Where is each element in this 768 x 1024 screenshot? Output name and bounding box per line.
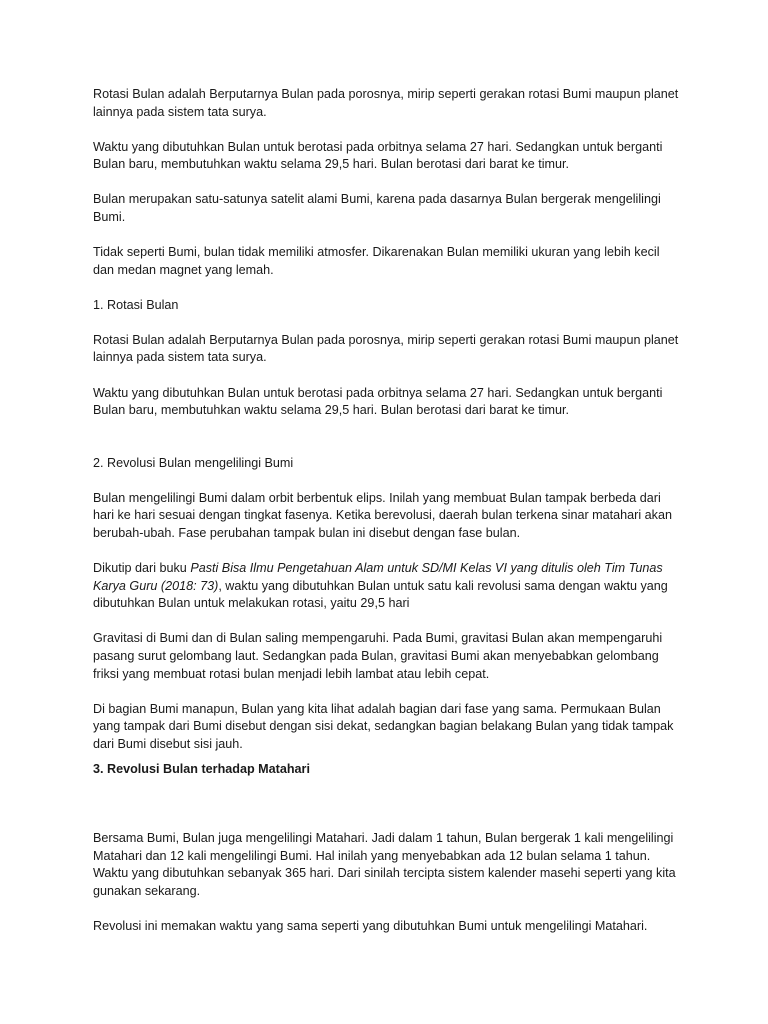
citation-suffix: , waktu yang dibutuhkan Bulan untuk satu kali revolusi sama dengan waktu yang dibutuhkan Bulan untuk melakukan rotasi, yaitu 29,5 hari [93, 578, 668, 611]
paragraph-gravitasi: Gravitasi di Bumi dan di Bulan saling mempengaruhi. Pada Bumi, gravitasi Bulan akan mempengaruhi pasang surut gelombang laut. Sedangkan pada Bulan, gravitasi Bumi akan menyebabkan gelombang friksi yang membuat rotasi bulan menjadi lebih lambat atau lebih cepat. [93, 631, 663, 681]
paragraph-atmosfer: Tidak seperti Bumi, bulan tidak memiliki atmosfer. Dikarenakan Bulan memiliki ukuran yang lebih kecil dan medan magnet yang lemah. [93, 245, 660, 277]
paragraph-rotasi-intro: Rotasi Bulan adalah Berputarnya Bulan pada porosnya, mirip seperti gerakan rotasi Bumi maupun planet lainnya pada sistem tata surya. [93, 87, 679, 119]
paragraph-rotasi-waktu: Waktu yang dibutuhkan Bulan untuk berotasi pada orbitnya selama 27 hari. Sedangkan untuk berganti Bulan baru, membutuhkan waktu selama 29,5 hari. Bulan berotasi dari barat ke timur. [93, 139, 663, 172]
paragraph-orbit-elips: Bulan mengelilingi Bumi dalam orbit berbentuk elips. Inilah yang membuat Bulan tampak berbeda dari hari ke hari sesuai dengan tingkat fasenya. Ketika berevolusi, daerah bulan terkena sinar matahari akan berubah-ubah. Fase perubahan tampak bulan ini disebut dengan fase bulan. [93, 490, 672, 540]
paragraph-revolusi-waktu: Revolusi ini memakan waktu yang sama seperti yang dibutuhkan Bumi untuk mengelilingi Matahari. [93, 918, 648, 933]
citation-book-title: Pasti Bisa Ilmu Pengetahuan Alam untuk SD/MI Kelas VI yang ditulis oleh Tim Tunas Karya Guru (2018: 73) [93, 561, 663, 593]
heading-revolusi-bumi: 2. Revolusi Bulan mengelilingi Bumi [93, 455, 294, 470]
paragraph-satelit: Bulan merupakan satu-satunya satelit alami Bumi, karena pada dasarnya Bulan bergerak mengelilingi Bumi. [93, 192, 661, 224]
paragraph-sisi-bulan: Di bagian Bumi manapun, Bulan yang kita lihat adalah bagian dari fase yang sama. Permukaan Bulan yang tampak dari Bumi disebut dengan sisi dekat, sedangkan bagian belakang Bulan yang tidak tampak dari Bumi disebut sisi jauh. [93, 701, 674, 751]
paragraph-rotasi-definisi: Rotasi Bulan adalah Berputarnya Bulan pada porosnya, mirip seperti gerakan rotasi Bumi maupun planet lainnya pada sistem tata surya. [93, 332, 679, 365]
heading-rotasi-bulan: 1. Rotasi Bulan [93, 297, 179, 312]
citation-prefix: Dikutip dari buku [93, 561, 191, 576]
heading-revolusi-matahari: 3. Revolusi Bulan terhadap Matahari [93, 762, 310, 777]
document-body [93, 86, 683, 953]
paragraph-kalender: Bersama Bumi, Bulan juga mengelilingi Matahari. Jadi dalam 1 tahun, Bulan bergerak 1 kali mengelilingi Matahari dan 12 kali mengelilingi Bumi. Hal inilah yang menyebabkan ada 12 bulan selama 1 tahun. Waktu yang dibutuhkan sebanyak 365 hari. Dari sinilah tercipta sistem kalender masehi seperti yang kita gunakan sekarang. [93, 831, 676, 898]
paragraph-rotasi-durasi: Waktu yang dibutuhkan Bulan untuk berotasi pada orbitnya selama 27 hari. Sedangkan untuk berganti Bulan baru, membutuhkan waktu selama 29,5 hari. Bulan berotasi dari barat ke timur. [93, 385, 663, 418]
paragraph-kutipan-buku [93, 560, 683, 613]
